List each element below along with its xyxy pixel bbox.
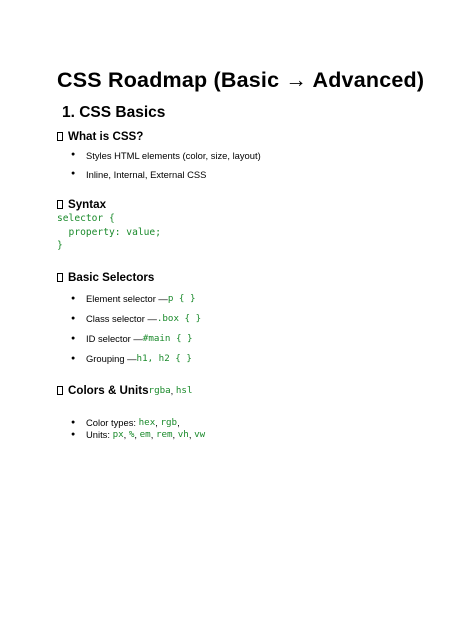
box-icon	[57, 132, 63, 141]
list-item	[86, 353, 192, 364]
item-code: #main { }	[142, 333, 193, 344]
item-code: vw	[194, 429, 206, 440]
bullet-icon: ●	[71, 335, 76, 342]
item-code: rem	[155, 429, 173, 440]
item-label: Units:	[86, 429, 113, 440]
item-code: rgb	[160, 417, 178, 428]
box-icon	[57, 386, 63, 395]
box-icon	[57, 200, 63, 209]
code-line: property: value;	[57, 226, 161, 238]
bullet-icon: ●	[71, 315, 76, 322]
item-code: .box { }	[156, 313, 202, 324]
code-line: }	[57, 240, 63, 251]
subheading-text: Colors & Units	[68, 384, 149, 397]
item-label: Color types:	[86, 417, 139, 428]
section-heading-css-basics: 1. CSS Basics	[62, 104, 166, 121]
subheading-text: Basic Selectors	[68, 271, 155, 284]
list-item	[86, 313, 201, 324]
page-title: CSS Roadmap (Basic → Advanced)	[57, 68, 425, 92]
code-line: selector {	[57, 213, 115, 224]
item-code: px	[112, 429, 124, 440]
item-code: %	[128, 429, 135, 440]
box-icon	[57, 273, 63, 282]
list-item: Inline, Internal, External CSS	[86, 169, 207, 180]
subheading-what-is-css	[57, 130, 143, 143]
list-item: Styles HTML elements (color, size, layout)	[86, 150, 261, 161]
item-code: h1, h2 { }	[136, 353, 192, 364]
item-code: em	[139, 429, 151, 440]
item-label: ID selector —	[86, 333, 143, 344]
bullet-icon: ●	[71, 295, 76, 302]
bullet-icon: ●	[71, 419, 76, 426]
item-code: vh	[177, 429, 189, 440]
list-item	[86, 293, 195, 304]
item-label: Element selector —	[86, 293, 168, 304]
bullet-icon: ●	[71, 170, 76, 177]
item-code: hex	[138, 417, 156, 428]
heading-code: rgba	[148, 385, 171, 396]
list-item	[86, 333, 193, 344]
bullet-icon: ●	[71, 431, 76, 438]
subheading-basic-selectors	[57, 271, 154, 284]
item-label: Class selector —	[86, 313, 157, 324]
bullet-icon: ●	[71, 151, 76, 158]
subheading-syntax	[57, 198, 106, 211]
item-code: p { }	[167, 293, 196, 304]
subheading-text: Syntax	[68, 198, 107, 211]
bullet-icon: ●	[71, 355, 76, 362]
list-item-color-types: Color types: hex , rgb ,	[86, 417, 180, 428]
subheading-colors-units	[57, 384, 193, 397]
subheading-text: What is CSS?	[68, 130, 144, 143]
list-item-units: Units: px , % , em , rem , vh , vw	[86, 429, 206, 440]
item-label: Grouping —	[86, 353, 137, 364]
code-block-syntax	[57, 212, 161, 253]
heading-separator: ,	[170, 385, 176, 396]
heading-code: hsl	[175, 385, 193, 396]
